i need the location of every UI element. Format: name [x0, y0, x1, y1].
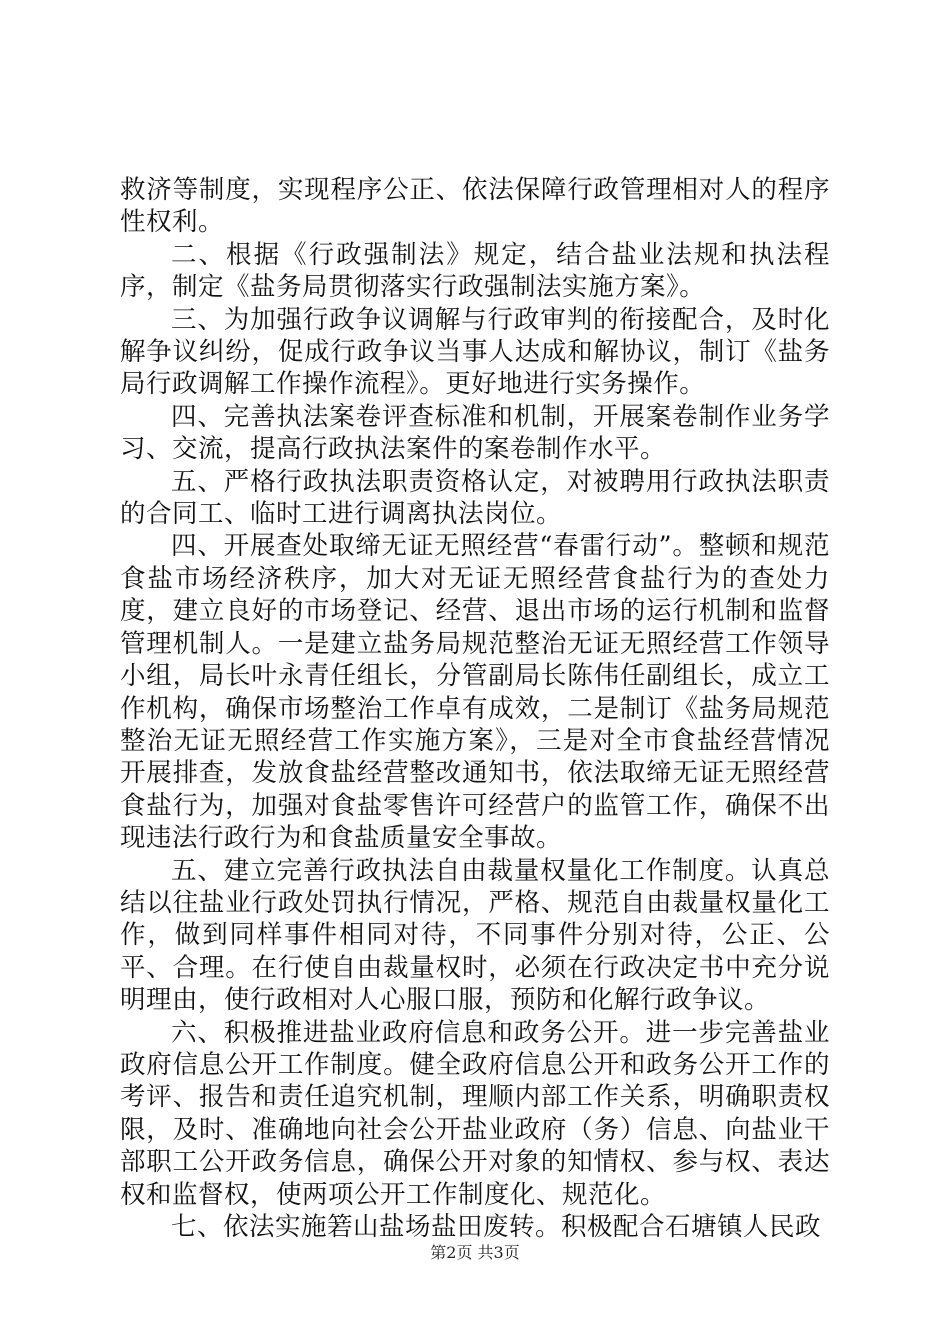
paragraph-continuation: 救济等制度，实现程序公正、依法保障行政管理相对人的程序性权利。 [120, 175, 830, 238]
paragraph-item-7: 七、依法实施箬山盐场盐田废转。积极配合石塘镇人民政 [171, 1212, 822, 1242]
paragraph-item-2: 二、根据《行政强制法》规定，结合盐业法规和执法程序，制定《盐务局贯彻落实行政强制法实施方案》。 [120, 239, 830, 303]
page-footer: 第2页 共3页 [430, 1243, 520, 1262]
paragraph-item-4b: 四、开展查处取缔无证无照经营“春雷行动”。整顿和规范食盐市场经济秩序，加大对无证无照经营食盐行为的查处力度，建立良好的市场登记、经营、退出市场的运行机制和监督管理机制人。一是建立盐务局规范整治无证无照经营工作领导小组，局长叶永青任组长，分管副局长陈伟任副组长，成立工作机构，确保市场整治工作卓有成效，二是制订《盐务局规范整治无证无照经营工作实施方案》，三是对全市食盐经营情况开展排查，发放食盐经营整改通知书，依法取缔无证无照经营食盐行为，加强对食盐零售许可经营户的监管工作，确保不出现违法行政行为和食盐质量安全事故。 [120, 531, 830, 854]
paragraph-item-5b: 五、建立完善行政执法自由裁量权量化工作制度。认真总结以往盐业行政处罚执行情况，严格、规范自由裁量权量化工作，做到同样事件相同对待，不同事件分别对待，公正、公平、合理。在行使自由裁量权时，必须在行政决定书中充分说明理由，使行政相对人心服口服，预防和化解行政争议。 [120, 855, 830, 1016]
paragraph-item-3: 三、为加强行政争议调解与行政审判的衔接配合，及时化解争议纠纷，促成行政争议当事人达成和解协议，制订《盐务局行政调解工作操作流程》。更好地进行实务操作。 [120, 304, 830, 400]
paragraph-item-6: 六、积极推进盐业政府信息和政务公开。进一步完善盐业政府信息公开工作制度。健全政府信息公开和政务公开工作的考评、报告和责任追究机制，理顺内部工作关系，明确职责权限，及时、准确地向社会公开盐业政府（务）信息、向盐业干部职工公开政务信息，确保公开对象的知情权、参与权、表达权和监督权，使两项公开工作制度化、规范化。 [120, 1017, 830, 1210]
paragraph-item-4: 四、完善执法案卷评查标准和机制，开展案卷制作业务学习、交流，提高行政执法案件的案卷制作水平。 [120, 401, 830, 465]
paragraph-item-5: 五、严格行政执法职责资格认定，对被聘用行政执法职责的合同工、临时工进行调离执法岗位。 [120, 466, 830, 530]
document-body [120, 174, 830, 1243]
